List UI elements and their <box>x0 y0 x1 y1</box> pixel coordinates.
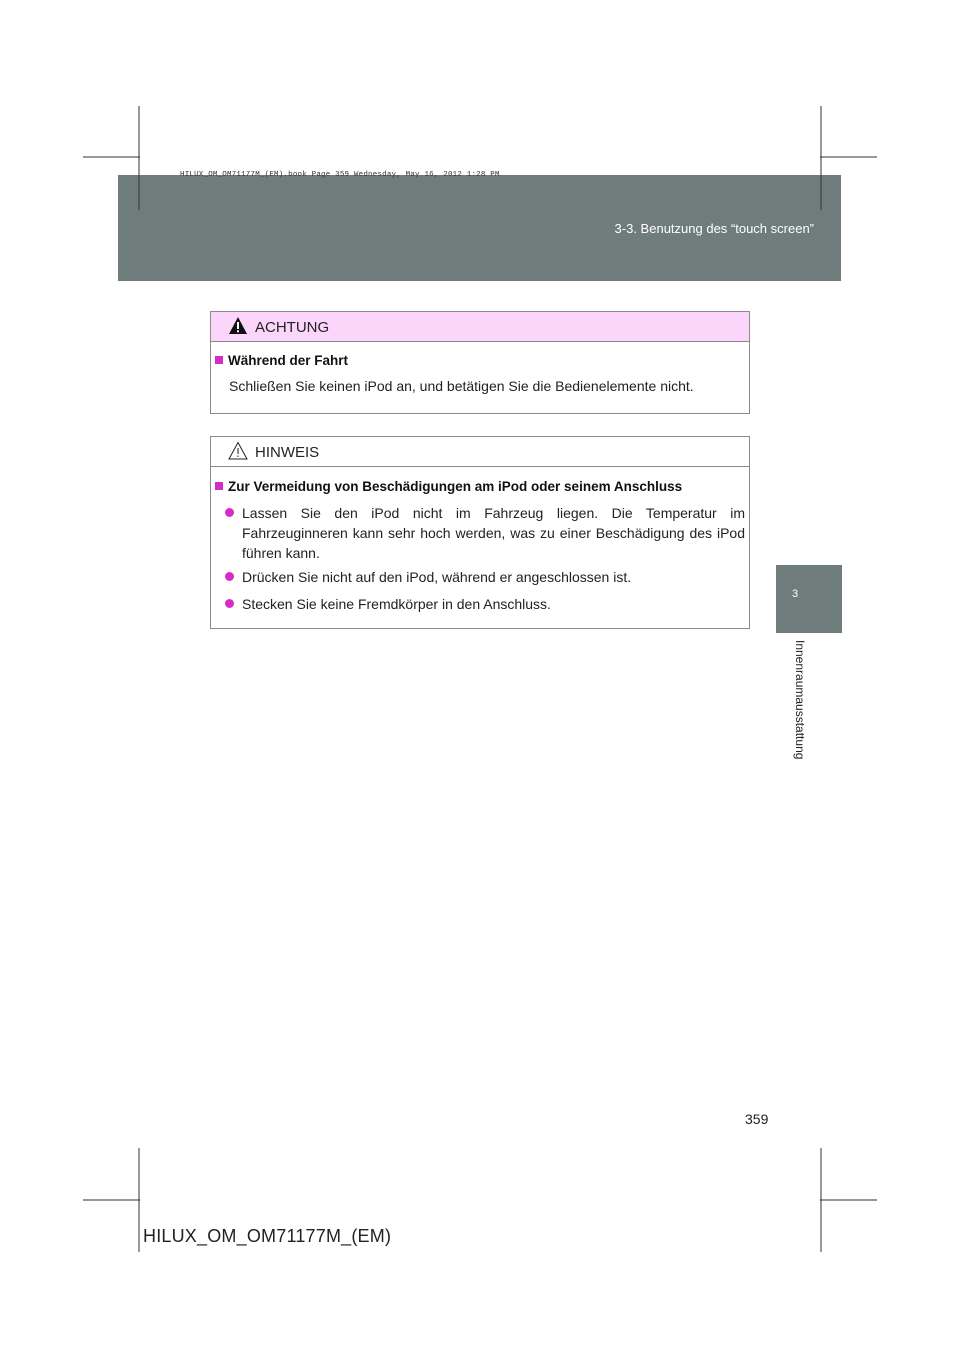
notice-item-text: Stecken Sie keine Fremdkörper in den Anschluss. <box>242 596 551 612</box>
chapter-label: Innenraumausstattung <box>793 640 807 760</box>
notice-title: HINWEIS <box>255 444 320 461</box>
notice-item-text: Lassen Sie den iPod nicht im Fahrzeug liegen. Die Temperatur im Fahrzeuginneren kann sehr hoch werden, was zu einer Beschädigung des iPod führen kann. <box>242 505 745 561</box>
document-code: HILUX_OM_OM71177M_(EM) <box>143 1226 392 1246</box>
warning-text: Schließen Sie keinen iPod an, und betätigen Sie die Bedienelemente nicht. <box>229 378 694 394</box>
page-number: 359 <box>745 1111 769 1127</box>
warning-title: ACHTUNG <box>255 319 330 336</box>
warning-heading-text: Während der Fahrt <box>228 353 349 368</box>
chapter-number: 3 <box>791 588 799 600</box>
notice-item-text: Drücken Sie nicht auf den iPod, während er angeschlossen ist. <box>242 569 632 585</box>
section-title: 3-3. Benutzung des “touch screen” <box>614 221 814 236</box>
notice-heading-text: Zur Vermeidung von Beschädigungen am iPod oder seinem Anschluss <box>228 479 683 494</box>
file-stamp: HILUX_OM_OM71177M_(EM).book Page 359 Wednesday, May 16, 2012 1:28 PM <box>180 171 500 179</box>
